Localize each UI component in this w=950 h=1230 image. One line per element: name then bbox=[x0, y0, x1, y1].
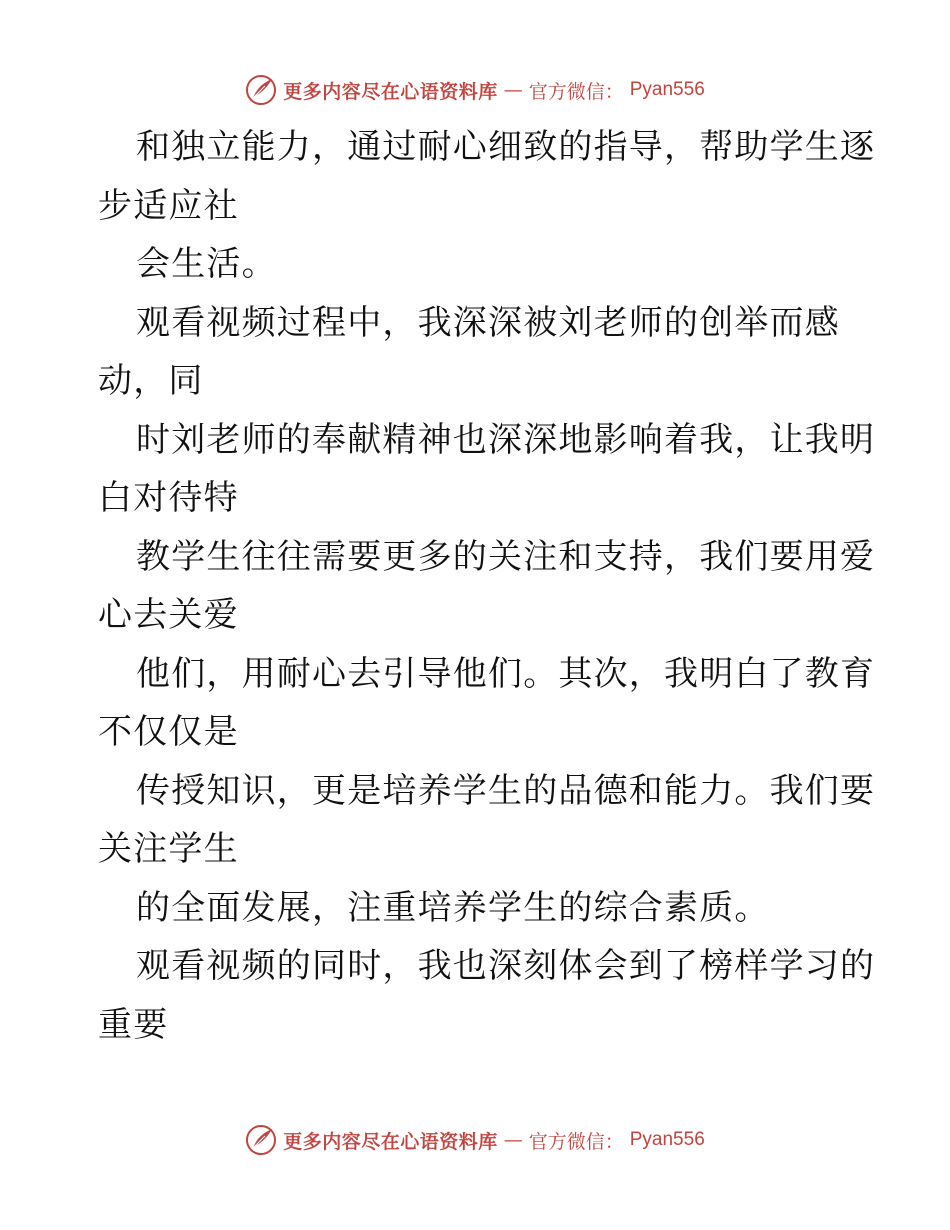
body-line: 动，同 bbox=[98, 361, 204, 401]
feather-quill-logo-icon bbox=[245, 74, 277, 106]
body-line: 观看视频的同时，我也深刻体会到了榜样学习的 bbox=[136, 946, 876, 986]
body-line: 心去关爱 bbox=[98, 595, 239, 635]
page-footer bbox=[0, 1120, 950, 1160]
body-line: 传授知识，更是培养学生的品德和能力。我们要 bbox=[136, 770, 876, 811]
header-brand bbox=[245, 74, 705, 106]
body-line: 教学生往往需要更多的关注和支持，我们要用爱 bbox=[136, 536, 876, 577]
footer-brand-text: 更多内容尽在心语资料库 bbox=[283, 1130, 498, 1153]
footer-dash: — bbox=[503, 1129, 523, 1151]
body-line: 会生活。 bbox=[136, 244, 277, 284]
body-line: 重要 bbox=[98, 1004, 169, 1045]
body-line: 白对待特 bbox=[98, 478, 239, 518]
header-wechat-id: Pyan556 bbox=[629, 79, 705, 100]
body-line: 和独立能力，通过耐心细致的指导，帮助学生逐 bbox=[136, 127, 876, 167]
body-line: 时刘老师的奉献精神也深深地影响着我，让我明 bbox=[136, 419, 876, 460]
body-line: 的全面发展，注重培养学生的综合素质。 bbox=[136, 887, 770, 928]
body-line: 步适应社 bbox=[98, 185, 239, 226]
feather-quill-logo-icon bbox=[245, 1124, 277, 1156]
footer-wechat-label: 官方微信： bbox=[528, 1130, 624, 1153]
footer-wechat-id: Pyan556 bbox=[629, 1129, 705, 1150]
header-wechat-label: 官方微信： bbox=[528, 80, 624, 103]
page-header bbox=[0, 70, 950, 110]
header-dash: — bbox=[503, 79, 523, 101]
body-line: 他们，用耐心去引导他们。其次，我明白了教育 bbox=[136, 653, 876, 694]
body-line: 不仅仅是 bbox=[98, 712, 239, 752]
body-line: 观看视频过程中，我深深被刘老师的创举而感 bbox=[136, 302, 840, 343]
body-line: 关注学生 bbox=[98, 829, 239, 869]
header-brand-text: 更多内容尽在心语资料库 bbox=[283, 80, 498, 103]
footer-brand bbox=[245, 1124, 705, 1156]
document-body bbox=[98, 118, 876, 1054]
